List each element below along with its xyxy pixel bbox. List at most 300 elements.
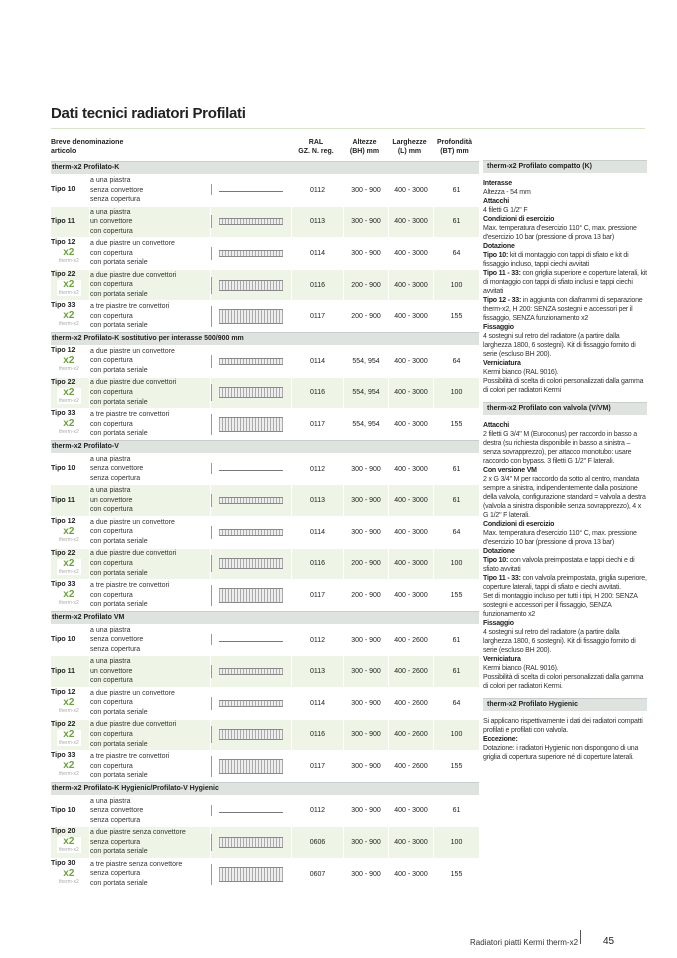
note-label: Tipo 11 - 33: [483, 270, 521, 277]
ral-cell [292, 859, 343, 890]
radiator-diagram [219, 387, 283, 398]
l-cell [389, 796, 433, 827]
header-name [51, 138, 290, 156]
description-line: senza copertura [90, 474, 141, 482]
ral-cell [292, 580, 343, 611]
radiator-diagram-cell [211, 301, 291, 332]
h-value: 300 - 900 [351, 218, 381, 226]
header-depth [432, 138, 477, 156]
ral-value: 0606 [309, 839, 326, 847]
note-line [483, 673, 647, 691]
p-cell [434, 409, 479, 440]
note-body [483, 717, 647, 762]
tipo-cell [51, 796, 89, 827]
ral-value: 0114 [309, 699, 326, 707]
h-cell [344, 625, 388, 656]
radiator-diagram-cell [211, 378, 291, 409]
ral-cell [292, 301, 343, 332]
l-value: 400 - 3000 [394, 389, 428, 397]
tipo-cell [51, 409, 89, 440]
x2-logo [57, 869, 81, 885]
table-row [51, 548, 479, 580]
description-cell [90, 454, 210, 485]
h-value: 300 - 900 [351, 870, 381, 878]
tipo-label: Tipo 33 [51, 410, 76, 418]
ral-cell [292, 688, 343, 719]
p-value: 100 [450, 839, 463, 847]
l-cell [389, 238, 433, 269]
description-line: a tre piastre tre convettori [90, 411, 170, 419]
radiator-diagram-cell [211, 751, 291, 782]
section-header: therm-x2 Profilato-K sostitutivo per interasse 500/900 mm [51, 332, 479, 345]
description-line: senza copertura [90, 196, 141, 204]
table-row [51, 719, 479, 751]
radiator-diagram-cell [211, 688, 291, 719]
radiator-diagram [219, 759, 283, 774]
ral-cell [292, 175, 343, 206]
ral-value: 0114 [309, 528, 326, 536]
ral-value: 0112 [309, 465, 326, 473]
tipo-label: Tipo 33 [51, 302, 76, 310]
note-subheading: Dotazione [483, 243, 515, 250]
tipo-cell [51, 270, 89, 301]
p-value: 61 [452, 186, 461, 194]
radiator-diagram [219, 188, 283, 192]
l-cell [389, 549, 433, 580]
note-line [483, 744, 647, 762]
tipo-cell [51, 656, 89, 687]
p-value: 61 [452, 218, 461, 226]
radiator-diagram-cell [211, 207, 291, 238]
note-subheading: Fissaggio [483, 620, 514, 627]
description-cell [90, 796, 210, 827]
l-cell [389, 485, 433, 516]
h-cell [344, 346, 388, 377]
ral-cell [292, 656, 343, 687]
note-header: therm-x2 Profilato compatto (K) [483, 160, 647, 173]
radiator-diagram-cell [211, 656, 291, 687]
tipo-cell [51, 485, 89, 516]
radiator-diagram-cell [211, 517, 291, 548]
note-body [483, 179, 647, 395]
description-line: con portata seriale [90, 740, 148, 748]
note-subheading: Interasse [483, 180, 512, 187]
note-line [483, 735, 647, 744]
table-row [51, 174, 479, 206]
header-length [387, 138, 432, 156]
radiator-diagram [219, 529, 283, 536]
description-line: a tre piastre senza convettore [90, 860, 183, 868]
description-line: a tre piastre tre convettori [90, 303, 170, 311]
radiator-diagram [219, 250, 283, 257]
p-cell [434, 656, 479, 687]
h-cell [344, 688, 388, 719]
radiator-diagram [219, 867, 283, 882]
ral-cell [292, 517, 343, 548]
x2-logo-sub: therm-x2 [59, 739, 79, 746]
section-header: therm-x2 Profilato VM [51, 611, 479, 624]
description-cell [90, 656, 210, 687]
tipo-cell [51, 580, 89, 611]
description-cell [90, 688, 210, 719]
p-value: 61 [452, 668, 461, 676]
l-value: 400 - 3000 [394, 357, 428, 365]
p-cell [434, 378, 479, 409]
description-line: con copertura [90, 699, 133, 707]
h-value: 300 - 900 [351, 731, 381, 739]
description-line: con copertura [90, 731, 133, 738]
ral-value: 0112 [309, 186, 326, 194]
radiator-diagram-cell [211, 580, 291, 611]
footer-divider [580, 930, 581, 944]
l-cell [389, 859, 433, 890]
radiator-diagram [219, 218, 283, 225]
x2-logo-mark: x2 [63, 836, 75, 848]
h-value: 300 - 900 [351, 636, 381, 644]
p-value: 64 [452, 249, 461, 257]
description-line: con portata seriale [90, 709, 148, 716]
table-row [51, 655, 479, 687]
ral-value: 0117 [309, 313, 326, 321]
h-value: 200 - 900 [351, 560, 381, 568]
x2-logo-sub: therm-x2 [59, 321, 79, 328]
note-label: Tipo 10: [483, 252, 509, 259]
tipo-label: Tipo 33 [51, 752, 76, 760]
x2-logo [57, 527, 81, 543]
p-value: 64 [452, 699, 461, 707]
table-row [51, 624, 479, 656]
description-cell [90, 580, 210, 611]
table-row [51, 795, 479, 827]
ral-cell [292, 751, 343, 782]
ral-cell [292, 827, 343, 858]
p-value: 100 [450, 731, 463, 739]
x2-logo-mark: x2 [63, 696, 75, 708]
tipo-cell [51, 238, 89, 269]
x2-logo-sub: therm-x2 [59, 600, 79, 607]
description-line: senza convettore [90, 186, 144, 194]
note-subheading: Condizioni di esercizio [483, 521, 555, 528]
l-value: 400 - 2600 [394, 636, 428, 644]
radiator-diagram [219, 558, 283, 569]
description-line: a una piastra [90, 487, 131, 495]
radiator-diagram [219, 837, 283, 848]
tipo-label: Tipo 30 [51, 859, 76, 867]
p-cell [434, 827, 479, 858]
note-text: 2 x G 3/4" M per raccordo da sotto al centro, mandata sempre a sinistra, indipendentemente dalla posizione della valvola, configurazione standard = valvola a destra (valvola a sinistra disponibile senza sovrapprezzo), 4 x G 1/2" F laterali. [483, 476, 646, 519]
tipo-cell [51, 454, 89, 485]
note-text: 4 filetti G 1/2" F [483, 207, 528, 214]
description-line: a due piastre un convettore [90, 518, 175, 526]
description-line: a tre piastre tre convettori [90, 753, 170, 760]
header-ral [290, 138, 342, 156]
h-value: 300 - 900 [351, 497, 381, 505]
description-line: a due piastre due convettori [90, 721, 177, 729]
note-line [483, 188, 647, 197]
x2-logo-mark: x2 [63, 760, 75, 772]
header-p-1: Profondità [437, 139, 472, 146]
p-value: 64 [452, 357, 461, 365]
description-line: con copertura [90, 249, 133, 257]
l-cell [389, 720, 433, 751]
note-block [483, 402, 647, 691]
tipo-label: Tipo 11 [51, 217, 75, 225]
ral-value: 0117 [309, 591, 326, 599]
description-cell [90, 751, 210, 782]
note-line [483, 655, 647, 664]
note-header: therm-x2 Profilato Hygienic [483, 698, 647, 711]
page-number: 45 [603, 936, 615, 947]
note-subheading: Attacchi [483, 198, 510, 205]
description-line: senza convettore [90, 807, 144, 815]
tipo-label: Tipo 22 [51, 270, 76, 278]
tipo-label: Tipo 22 [51, 720, 76, 728]
h-value: 200 - 900 [351, 313, 381, 321]
header-name-1: Breve denominazione [51, 139, 124, 146]
p-cell [434, 485, 479, 516]
note-text: con griglia superiore e coperture laterali, kit di montaggio con tappi di sfiato inclusi e tappi ciechi avvitati [483, 270, 647, 295]
radiator-diagram-cell [211, 796, 291, 827]
h-cell [344, 517, 388, 548]
l-value: 400 - 2600 [394, 762, 428, 770]
p-cell [434, 207, 479, 238]
x2-logo-sub: therm-x2 [59, 397, 79, 404]
header-ral-1: RAL [308, 139, 324, 146]
x2-logo-mark: x2 [63, 354, 75, 366]
l-cell [389, 454, 433, 485]
tipo-label: Tipo 11 [51, 496, 75, 504]
description-line: con portata seriale [90, 367, 148, 375]
l-cell [389, 827, 433, 858]
x2-logo-mark: x2 [63, 867, 75, 879]
description-line: un convettore [90, 218, 133, 226]
x2-logo-sub: therm-x2 [59, 707, 79, 714]
h-cell [344, 827, 388, 858]
radiator-diagram [219, 638, 283, 642]
table-header [51, 133, 479, 161]
l-value: 400 - 3000 [394, 218, 428, 226]
table-row [51, 687, 479, 719]
description-line: a una piastra [90, 455, 131, 463]
ral-value: 0116 [309, 560, 326, 568]
x2-logo [57, 248, 81, 264]
x2-logo-sub: therm-x2 [59, 429, 79, 436]
p-value: 155 [450, 420, 463, 428]
description-cell [90, 238, 210, 269]
ral-cell [292, 796, 343, 827]
note-label: Tipo 11 - 33: [483, 575, 521, 582]
x2-logo-sub: therm-x2 [59, 258, 79, 265]
note-text: Max. temperatura d'esercizio 110° C, max. pressione d'esercizio 10 bar (pressione di prova 13 bar) [483, 530, 637, 546]
ral-value: 0116 [309, 389, 326, 397]
description-cell [90, 549, 210, 580]
radiator-diagram-cell [211, 625, 291, 656]
note-label: Tipo 10: [483, 557, 509, 564]
note-text: Kermi bianco (RAL 9016). [483, 369, 559, 376]
description-line: a due piastre due convettori [90, 379, 177, 387]
h-cell [344, 751, 388, 782]
note-line [483, 529, 647, 547]
tipo-label: Tipo 22 [51, 549, 76, 557]
tipo-cell [51, 859, 89, 890]
p-value: 155 [450, 870, 463, 878]
x2-logo-sub: therm-x2 [59, 568, 79, 575]
tipo-label: Tipo 10 [51, 465, 76, 473]
note-line [483, 269, 647, 296]
p-cell [434, 751, 479, 782]
note-line [483, 717, 647, 735]
p-cell [434, 796, 479, 827]
note-line [483, 466, 647, 475]
description-line: un convettore [90, 496, 133, 504]
radiator-diagram-cell [211, 409, 291, 440]
p-value: 61 [452, 636, 461, 644]
p-cell [434, 859, 479, 890]
note-text: kit di montaggio con tappi di sfiato e kit di fissaggio incluso, tappi ciechi avvitati [483, 252, 629, 268]
p-cell [434, 625, 479, 656]
note-line [483, 368, 647, 377]
note-line [483, 592, 647, 619]
l-value: 400 - 3000 [394, 249, 428, 257]
x2-logo-mark: x2 [63, 278, 75, 290]
description-cell [90, 301, 210, 332]
note-line [483, 296, 647, 323]
p-value: 155 [450, 591, 463, 599]
description-line: con portata seriale [90, 259, 148, 267]
note-text: 4 sostegni sul retro del radiatore (a partire dalla larghezza 1800, 6 sostegni). Kit di fissaggio fornito di serie (escluso BH 200). [483, 333, 636, 358]
tipo-cell [51, 625, 89, 656]
description-line: con copertura [90, 591, 133, 599]
ral-cell [292, 720, 343, 751]
header-name-2: articolo [51, 148, 77, 155]
h-cell [344, 720, 388, 751]
description-line: con copertura [90, 312, 133, 320]
h-cell [344, 378, 388, 409]
l-cell [389, 625, 433, 656]
ral-cell [292, 409, 343, 440]
description-line: a tre piastre tre convettori [90, 582, 170, 590]
ral-value: 0112 [309, 636, 326, 644]
description-cell [90, 827, 210, 858]
table-row [51, 484, 479, 516]
note-line [483, 323, 647, 332]
h-value: 300 - 900 [351, 465, 381, 473]
note-line [483, 242, 647, 251]
tipo-label: Tipo 10 [51, 186, 76, 194]
header-h-2: (BH) mm [349, 148, 380, 155]
x2-logo [57, 730, 81, 746]
l-value: 400 - 3000 [394, 528, 428, 536]
description-line: senza copertura [90, 816, 141, 824]
note-body [483, 421, 647, 691]
description-line: con portata seriale [90, 879, 148, 887]
x2-logo [57, 311, 81, 327]
l-cell [389, 175, 433, 206]
x2-logo-sub: therm-x2 [59, 847, 79, 854]
description-cell [90, 720, 210, 751]
note-subheading: Eccezione: [483, 736, 518, 743]
l-value: 400 - 3000 [394, 591, 428, 599]
description-line: un convettore [90, 667, 133, 675]
radiator-diagram [219, 588, 283, 603]
x2-logo-sub: therm-x2 [59, 365, 79, 372]
note-line [483, 421, 647, 430]
note-line [483, 619, 647, 628]
description-line: con copertura [90, 281, 133, 289]
page-title: Dati tecnici radiatori Profilati [51, 105, 246, 122]
header-l-1: Larghezze [392, 139, 427, 146]
x2-logo-mark: x2 [63, 386, 75, 398]
x2-logo [57, 590, 81, 606]
description-line: senza copertura [90, 870, 141, 878]
tipo-label: Tipo 10 [51, 806, 76, 814]
description-line: a una piastra [90, 658, 131, 666]
p-cell [434, 301, 479, 332]
h-value: 300 - 900 [351, 528, 381, 536]
radiator-diagram [219, 700, 283, 707]
radiator-diagram-cell [211, 720, 291, 751]
description-cell [90, 485, 210, 516]
description-cell [90, 625, 210, 656]
radiator-diagram [219, 309, 283, 324]
radiator-diagram-cell [211, 859, 291, 890]
description-cell [90, 175, 210, 206]
ral-cell [292, 625, 343, 656]
description-line: con copertura [90, 762, 133, 770]
h-value: 300 - 900 [351, 186, 381, 194]
tipo-cell [51, 175, 89, 206]
l-value: 400 - 2600 [394, 668, 428, 676]
l-cell [389, 688, 433, 719]
note-line [483, 547, 647, 556]
h-cell [344, 796, 388, 827]
h-cell [344, 656, 388, 687]
tipo-cell [51, 378, 89, 409]
h-value: 300 - 900 [351, 249, 381, 257]
ral-cell [292, 238, 343, 269]
p-cell [434, 175, 479, 206]
description-line: con portata seriale [90, 601, 148, 609]
l-value: 400 - 2600 [394, 699, 428, 707]
l-value: 400 - 3000 [394, 839, 428, 847]
p-value: 61 [452, 465, 461, 473]
x2-logo [57, 761, 81, 777]
l-cell [389, 580, 433, 611]
h-cell [344, 549, 388, 580]
x2-logo-mark: x2 [63, 418, 75, 430]
note-text: Si applicano rispettivamente i dati dei radiatori compatti profilati e profilati con valvola. [483, 718, 643, 734]
note-line [483, 197, 647, 206]
description-line: senza convettore [90, 465, 144, 473]
h-value: 300 - 900 [351, 668, 381, 676]
table-row [51, 377, 479, 409]
description-line: con copertura [90, 506, 133, 514]
x2-logo [57, 837, 81, 853]
h-cell [344, 238, 388, 269]
note-subheading: Condizioni di esercizio [483, 216, 555, 223]
note-text: Set di montaggio incluso per tutti i tipi, H 200: SENZA sostegni e accessori per il fissaggio, SENZA funzionamento x2 [483, 593, 638, 618]
tipo-cell [51, 517, 89, 548]
x2-logo-sub: therm-x2 [59, 878, 79, 885]
tipo-label: Tipo 12 [51, 239, 76, 247]
ral-value: 0607 [309, 870, 326, 878]
header-l-2: (L) mm [397, 148, 422, 155]
note-line [483, 520, 647, 529]
p-cell [434, 688, 479, 719]
description-line: con portata seriale [90, 290, 148, 298]
radiator-diagram-cell [211, 485, 291, 516]
tipo-cell [51, 346, 89, 377]
